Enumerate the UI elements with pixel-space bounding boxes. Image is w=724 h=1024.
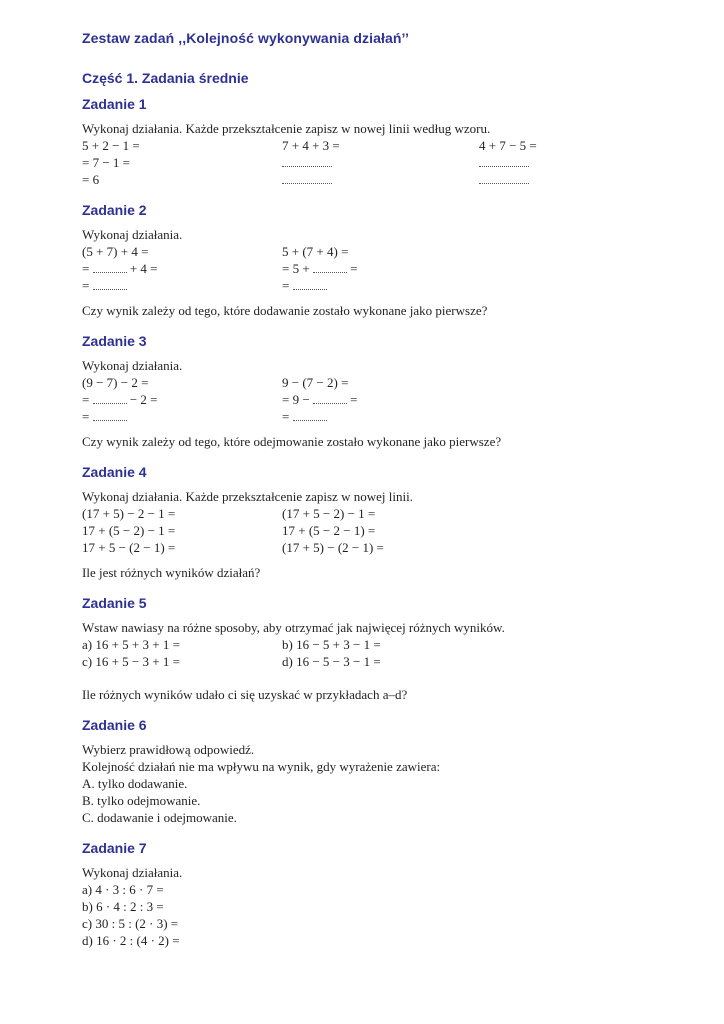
expression: (5 + 7) + 4 = [82, 244, 149, 259]
expression-part: = 5 + [282, 261, 313, 276]
expression-part: − 2 = [126, 392, 158, 407]
expression: 7 + 4 + 3 = [282, 138, 340, 153]
expression: d) 16 · 2 : (4 · 2) = [82, 933, 180, 948]
answer-blank[interactable] [93, 393, 127, 404]
task-heading: Zadanie 3 [82, 333, 147, 349]
expression: = 7 − 1 = [82, 155, 130, 170]
expression-part: + 4 = [126, 261, 158, 276]
answer-option-c[interactable]: C. dodawanie i odejmowanie. [82, 810, 237, 825]
part-heading: Część 1. Zadania średnie [82, 70, 249, 86]
expression-part: = [346, 392, 358, 407]
task-heading: Zadanie 5 [82, 595, 147, 611]
expression: = 6 [82, 172, 100, 187]
task-instruction: Wybierz prawidłową odpowiedź. [82, 742, 255, 757]
answer-blank[interactable] [313, 393, 347, 404]
task-question: Ile różnych wyników udało ci się uzyskać w przykładach a–d? [82, 687, 408, 702]
expression: 17 + (5 − 2) − 1 = [82, 523, 176, 538]
task-heading: Zadanie 2 [82, 202, 147, 218]
answer-blank[interactable] [282, 171, 332, 188]
expression: a) 4 · 3 : 6 · 7 = [82, 882, 164, 897]
task-question: Czy wynik zależy od tego, które odejmowanie zostało wykonane jako pierwsze? [82, 434, 502, 449]
expression-part: = [282, 278, 293, 293]
task-1 [82, 96, 682, 188]
task-2 [82, 202, 682, 319]
expression: b) 16 − 5 + 3 − 1 = [282, 637, 381, 652]
expression: (17 + 5) − 2 − 1 = [82, 506, 176, 521]
task-question: Czy wynik zależy od tego, które dodawanie zostało wykonane jako pierwsze? [82, 303, 488, 318]
answer-blank[interactable] [282, 154, 332, 171]
task-heading: Zadanie 1 [82, 96, 147, 112]
task-instruction: Wykonaj działania. Każde przekształcenie zapisz w nowej linii według wzoru. [82, 121, 491, 136]
task-heading: Zadanie 6 [82, 717, 147, 733]
expression: 9 − (7 − 2) = [282, 375, 349, 390]
task-6 [82, 717, 682, 826]
task-instruction: Wykonaj działania. [82, 865, 183, 880]
expression: (17 + 5 − 2) − 1 = [282, 506, 376, 521]
answer-option-b[interactable]: B. tylko odejmowanie. [82, 793, 201, 808]
answer-blank[interactable] [293, 279, 327, 290]
expression: (9 − 7) − 2 = [82, 375, 149, 390]
expression: 5 + (7 + 4) = [282, 244, 349, 259]
expression-part: = [346, 261, 358, 276]
expression-part: = [282, 409, 293, 424]
expression: d) 16 − 5 − 3 − 1 = [282, 654, 381, 669]
answer-blank[interactable] [93, 279, 127, 290]
task-7 [82, 840, 682, 949]
expression-part: = [82, 278, 93, 293]
task-instruction: Wykonaj działania. [82, 358, 183, 373]
answer-option-a[interactable]: A. tylko dodawanie. [82, 776, 188, 791]
answer-blank[interactable] [313, 262, 347, 273]
task-heading: Zadanie 7 [82, 840, 147, 856]
expression-part: = [82, 409, 93, 424]
task-instruction: Wstaw nawiasy na różne sposoby, aby otrzymać jak najwięcej różnych wyników. [82, 620, 505, 635]
expression: 17 + (5 − 2 − 1) = [282, 523, 376, 538]
task-4 [82, 464, 682, 581]
task-heading: Zadanie 4 [82, 464, 147, 480]
task-5 [82, 595, 682, 703]
expression-part: = [82, 261, 93, 276]
expression: b) 6 · 4 : 2 : 3 = [82, 899, 164, 914]
expression: 17 + 5 − (2 − 1) = [82, 540, 176, 555]
task-3 [82, 333, 682, 450]
expression: 5 + 2 − 1 = [82, 138, 140, 153]
expression: (17 + 5) − (2 − 1) = [282, 540, 384, 555]
expression: c) 30 : 5 : (2 · 3) = [82, 916, 179, 931]
answer-blank[interactable] [479, 171, 529, 188]
answer-blank[interactable] [93, 262, 127, 273]
task-instruction: Wykonaj działania. Każde przekształcenie zapisz w nowej linii. [82, 489, 413, 504]
expression-part: = 9 − [282, 392, 313, 407]
answer-blank[interactable] [93, 410, 127, 421]
expression: 4 + 7 − 5 = [479, 138, 537, 153]
worksheet-title: Zestaw zadań ,,Kolejność wykonywania działań’’ [82, 30, 409, 46]
expression: c) 16 + 5 − 3 + 1 = [82, 654, 180, 669]
expression-part: = [82, 392, 93, 407]
worksheet [82, 30, 682, 963]
answer-blank[interactable] [293, 410, 327, 421]
expression: a) 16 + 5 + 3 + 1 = [82, 637, 180, 652]
task-instruction: Wykonaj działania. [82, 227, 183, 242]
answer-blank[interactable] [479, 154, 529, 171]
task-question: Ile jest różnych wyników działań? [82, 565, 261, 580]
task-instruction: Kolejność działań nie ma wpływu na wynik, gdy wyrażenie zawiera: [82, 759, 441, 774]
